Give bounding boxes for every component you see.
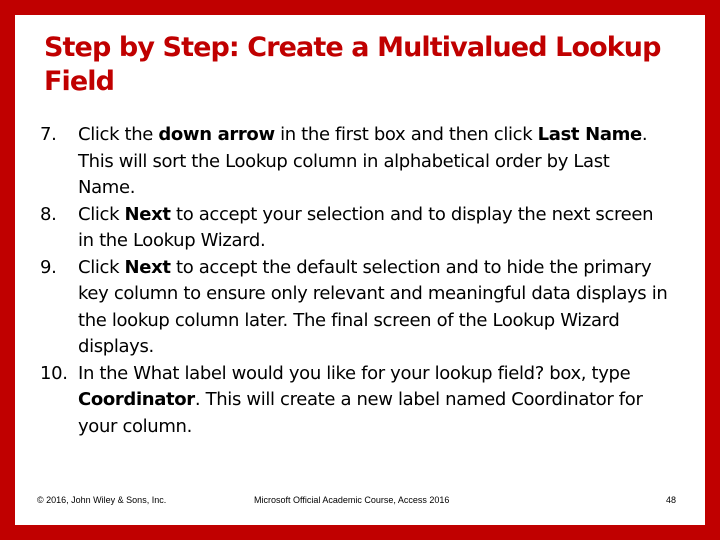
step-text: Click the xyxy=(78,124,159,145)
step-emphasis: down arrow xyxy=(158,124,275,145)
step-text: . This will sort the Lookup column in alphabetical order by Last Name. xyxy=(78,124,648,198)
step-text: in the first box and then click xyxy=(274,124,538,145)
step-text: to accept your selection and to display the next screen in the Lookup Wizard. xyxy=(78,203,654,251)
step-text: . This will create a new label named Coordinator for your column. xyxy=(78,389,643,437)
step-item xyxy=(40,202,670,255)
step-emphasis: Next xyxy=(124,203,171,225)
step-emphasis: Last Name xyxy=(537,124,642,145)
step-list xyxy=(40,122,670,440)
step-emphasis: Coordinator xyxy=(78,389,195,410)
step-emphasis: Next xyxy=(124,256,171,278)
step-item xyxy=(40,361,670,441)
step-text: In the What label would you like for your lookup field? box, type xyxy=(78,362,631,384)
step-number: 7. xyxy=(40,124,57,145)
footer-course: Microsoft Official Academic Course, Access 2016 xyxy=(254,495,450,505)
footer-copyright: © 2016, John Wiley & Sons, Inc. xyxy=(37,495,167,505)
step-number: 9. xyxy=(40,256,57,278)
step-number: 10. xyxy=(40,362,68,384)
step-item xyxy=(40,122,670,202)
step-text: to accept the default selection and to hide the primary key column to ensure only relevant and meaningful data displays in the lookup column later. The final screen of the Lookup Wizard displays. xyxy=(78,256,668,357)
step-item xyxy=(40,255,670,361)
step-text: Click xyxy=(78,256,125,278)
page-number: 48 xyxy=(665,495,676,505)
step-text: Click xyxy=(78,203,125,225)
step-number: 8. xyxy=(40,203,57,225)
slide-title: Step by Step: Create a Multivalued Lookup Field xyxy=(44,32,661,97)
